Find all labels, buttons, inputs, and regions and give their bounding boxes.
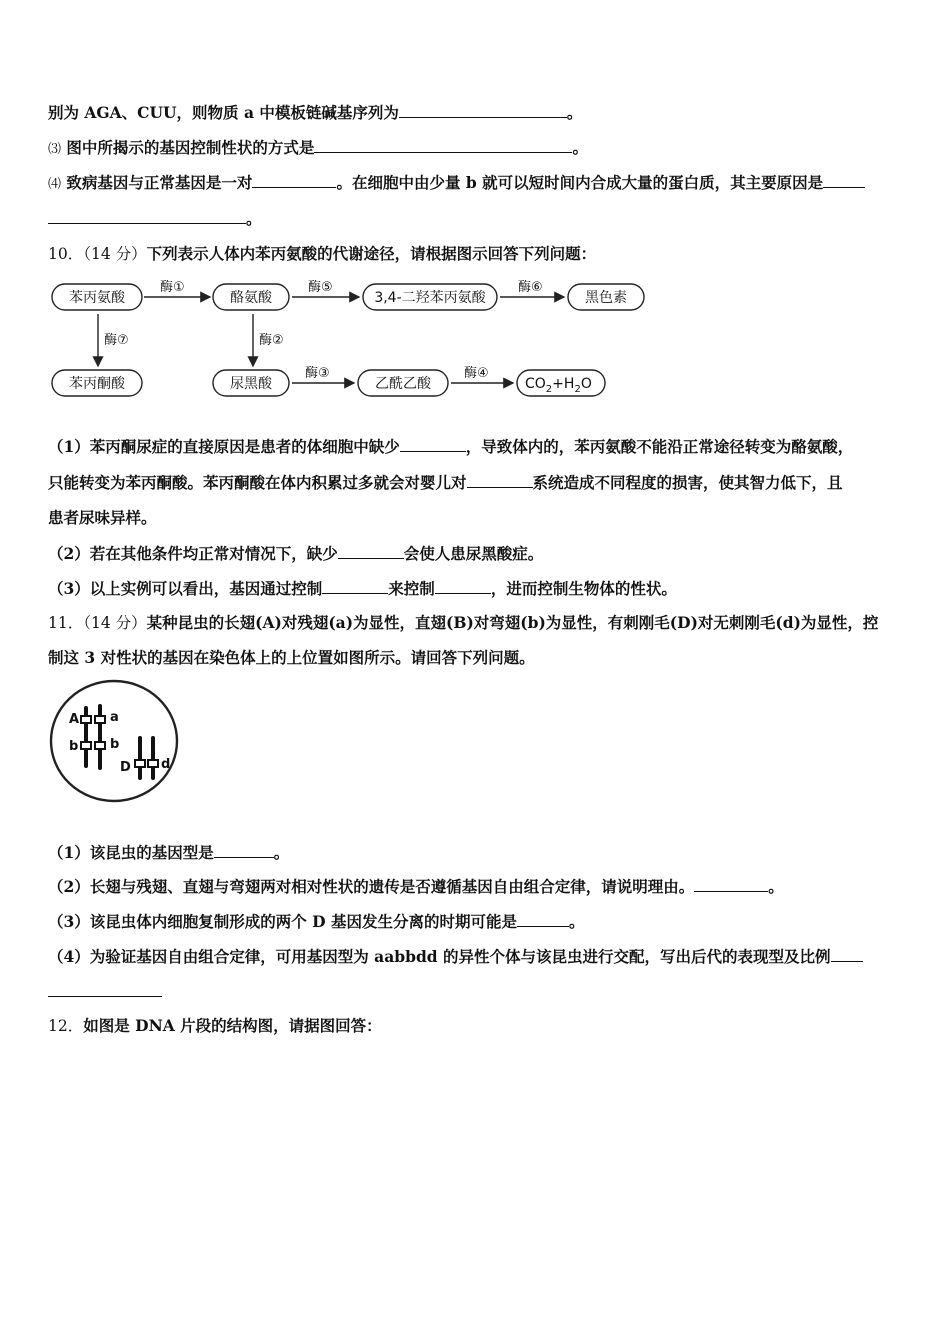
answer-blank[interactable] xyxy=(467,472,533,488)
answer-blank[interactable] xyxy=(48,981,162,997)
label-phenylalanine: 苯丙氨酸 xyxy=(69,290,125,306)
question-11-part-4: （4）为验证基因自由组合定律，可用基因型为 aabbdd 的异性个体与该昆虫进行交配，写出后代的表现型及比例 xyxy=(48,946,863,967)
question-11-part-3: （3）该昆虫体内细胞复制形成的两个 D 基因发生分离的时期可能是 。 xyxy=(48,912,585,931)
label-b-right: b xyxy=(110,737,120,752)
answer-blank[interactable] xyxy=(322,578,388,594)
label-b-left: b xyxy=(69,739,79,754)
question-10-stem: 10．（14 分）下列表示人体内苯丙氨酸的代谢途径，请根据图示回答下列问题： xyxy=(48,244,597,263)
question-10-part-3: （3）以上实例可以看出，基因通过控制 来控制 ，进而控制生物体的性状。 xyxy=(48,579,677,598)
label-enzyme-1: 酶① xyxy=(160,280,185,295)
label-d: d xyxy=(161,757,171,772)
label-homogentisate: 尿黑酸 xyxy=(230,376,272,392)
answer-blank[interactable] xyxy=(831,946,863,962)
label-enzyme-3: 酶③ xyxy=(305,366,330,381)
question-10-part-1a: （1）苯丙酮尿症的直接原因是患者的体细胞中缺少 ，导致体内的，苯丙氨酸不能沿正常途径转变为酪氨酸， xyxy=(48,437,854,456)
answer-blank[interactable] xyxy=(314,137,572,153)
label-dopa: 3,4-二羟苯丙氨酸 xyxy=(374,290,486,306)
question-11-part-1: （1）该昆虫的基因型是 。 xyxy=(48,843,290,862)
answer-blank[interactable] xyxy=(399,102,567,118)
answer-blank[interactable] xyxy=(517,911,569,927)
text-line-1: 别为 AGA、CUU，则物质 a 中模板链碱基序列为 。 xyxy=(48,103,583,122)
gene-locus-D xyxy=(135,760,145,767)
text-line-4: 。 xyxy=(48,208,262,229)
gene-locus-b2 xyxy=(95,742,105,749)
answer-blank[interactable] xyxy=(400,436,466,452)
question-11-part-4-cont xyxy=(48,981,162,1002)
gene-locus-a xyxy=(95,716,105,723)
question-10-part-2: （2）若在其他条件均正常对情况下，缺少 会使人患尿黑酸症。 xyxy=(48,544,544,563)
gene-locus-d xyxy=(148,760,158,767)
question-11-stem-2: 制这 3 对性状的基因在染色体上的上位置如图所示。请回答下列问题。 xyxy=(48,648,535,667)
label-enzyme-7: 酶⑦ xyxy=(104,333,129,348)
chromosome-diagram xyxy=(48,678,182,806)
gene-locus-b1 xyxy=(81,742,91,749)
question-11-stem: 11．（14 分）某种昆虫的长翅(A)对残翅(a)为显性，直翅(B)对弯翅(b)为显性，有刺刚毛(D)对无刺刚毛(d)为显性，控 xyxy=(48,613,879,632)
label-acetoacetate: 乙酰乙酸 xyxy=(375,376,431,392)
label-co2-h2o: $CO_2+H_2O$ xyxy=(525,376,592,395)
question-11-part-2: （2）长翅与残翅、直翅与弯翅两对相对性状的遗传是否遵循基因自由组合定律，请说明理由。 。 xyxy=(48,877,784,896)
question-10-part-1c: 患者尿味异样。 xyxy=(48,508,157,527)
answer-blank[interactable] xyxy=(48,208,246,224)
answer-blank[interactable] xyxy=(252,172,336,188)
label-phenylpyruvate: 苯丙酮酸 xyxy=(69,376,125,392)
label-D: D xyxy=(120,760,131,775)
phenylalanine-pathway-diagram xyxy=(50,276,650,402)
answer-blank[interactable] xyxy=(214,842,274,858)
label-enzyme-2: 酶② xyxy=(259,333,284,348)
label-melanin: 黑色素 xyxy=(585,290,627,306)
gene-locus-A xyxy=(81,716,91,723)
label-a: a xyxy=(110,710,119,725)
text-line-2: ⑶ 图中所揭示的基因控制性状的方式是 。 xyxy=(48,138,588,157)
answer-blank[interactable] xyxy=(694,876,768,892)
question-10-part-1b: 只能转变为苯丙酮酸。苯丙酮酸在体内积累过多就会对婴儿对 系统造成不同程度的损害，使其智力低下，且 xyxy=(48,473,843,492)
label-enzyme-6: 酶⑥ xyxy=(518,280,543,295)
label-enzyme-4: 酶④ xyxy=(464,366,489,381)
label-A: A xyxy=(69,712,80,727)
label-enzyme-5: 酶⑤ xyxy=(308,280,333,295)
question-12-stem: 12．如图是 DNA 片段的结构图，请据图回答： xyxy=(48,1016,382,1035)
answer-blank[interactable] xyxy=(338,543,404,559)
answer-blank[interactable] xyxy=(823,172,865,188)
text-line-3: ⑷ 致病基因与正常基因是一对 。在细胞中由少量 b 就可以短时间内合成大量的蛋白质，其主要原因是 xyxy=(48,172,865,195)
label-tyrosine: 酪氨酸 xyxy=(230,290,272,306)
answer-blank[interactable] xyxy=(435,578,491,594)
